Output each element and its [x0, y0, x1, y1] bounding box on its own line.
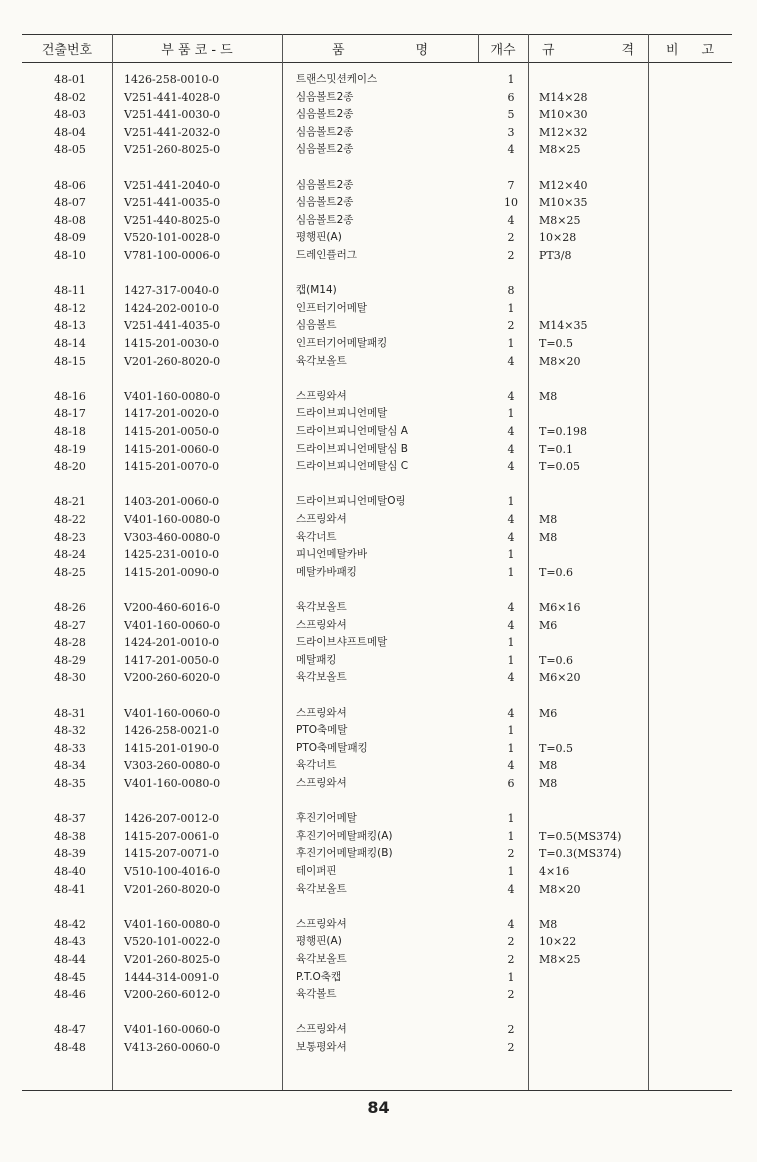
part-code-cell: V251-441-4035-0 [124, 319, 221, 333]
part-name-cell: 육각볼트 [296, 988, 337, 1001]
part-code-cell: V401-160-0060-0 [124, 1023, 221, 1037]
part-number-cell: 48-35 [54, 777, 86, 790]
part-number-cell: 48-37 [54, 812, 86, 826]
quantity-cell: 1 [507, 73, 515, 86]
table-row [0, 229, 757, 247]
part-name-cell: 캡(M14) [296, 284, 337, 297]
part-number-cell: 48-19 [54, 442, 86, 456]
quantity-cell: 1 [507, 970, 515, 984]
table-row [0, 247, 757, 265]
table-top-rule [22, 34, 732, 35]
header-spec-1: 규 [542, 42, 555, 58]
spec-cell: M6×20 [539, 671, 581, 685]
part-name-cell: 심음볼트2종 [296, 143, 354, 156]
part-code-cell: V401-160-0080-0 [124, 917, 221, 931]
table-row [0, 458, 757, 476]
table-row [0, 441, 757, 459]
part-number-cell: 48-46 [54, 988, 86, 1002]
page-number: 84 [367, 1098, 390, 1117]
table-row [0, 423, 757, 441]
spec-cell: M8×20 [539, 882, 581, 896]
table-row [0, 300, 757, 318]
part-number-cell: 48-44 [54, 953, 86, 966]
part-code-cell: 1415-201-0070-0 [124, 460, 220, 474]
part-code-cell: 1415-201-0050-0 [124, 425, 220, 438]
table-row [0, 511, 757, 529]
spec-cell: M8 [539, 759, 558, 773]
quantity-cell: 4 [507, 706, 515, 720]
table-row [0, 810, 757, 828]
table-row [0, 617, 757, 635]
part-name-cell: 스프링와셔 [296, 1023, 347, 1036]
spec-cell: 4×16 [539, 865, 570, 878]
quantity-cell: 4 [507, 917, 515, 931]
table-row [0, 1039, 757, 1057]
spec-cell: M8 [539, 917, 558, 931]
table-row [0, 634, 757, 652]
quantity-cell: 4 [507, 882, 515, 896]
part-code-cell: 1415-207-0061-0 [124, 829, 220, 843]
part-name-cell: 스프링와셔 [296, 618, 347, 631]
header-part-name [282, 37, 478, 59]
part-name-cell: PTO축메탈 [296, 724, 348, 737]
spec-cell: T=0.1 [539, 442, 574, 456]
header-quantity: 개수 [490, 42, 516, 58]
part-number-cell: 48-41 [54, 882, 86, 896]
quantity-cell: 1 [507, 337, 515, 350]
spec-cell: M8 [539, 389, 558, 403]
quantity-cell: 4 [507, 389, 515, 403]
header-spec [528, 37, 648, 59]
table-row [0, 828, 757, 846]
header-note-1: 비 [666, 42, 679, 58]
spec-cell: 10×28 [539, 231, 577, 245]
quantity-cell: 1 [507, 301, 515, 315]
part-number-cell: 48-12 [54, 301, 86, 315]
table-row [0, 317, 757, 335]
part-code-cell: V401-160-0080-0 [124, 513, 221, 526]
part-number-cell: 48-30 [54, 671, 86, 685]
part-number-cell: 48-07 [54, 196, 86, 210]
table-row [0, 969, 757, 987]
quantity-cell: 4 [507, 601, 515, 614]
spec-cell: M8 [539, 513, 558, 526]
table-row [0, 529, 757, 547]
part-name-cell: 드라이브피니언메탈심 B [296, 442, 408, 455]
part-name-cell: 후진기어메탈패킹(B) [296, 847, 393, 860]
part-number-cell: 48-31 [54, 706, 86, 720]
part-number-cell: 48-32 [54, 724, 86, 738]
part-name-cell: 육각보올트 [296, 601, 347, 613]
quantity-cell: 1 [507, 741, 515, 755]
part-name-cell: 인프터기어메탈 [296, 301, 368, 314]
table-row [0, 564, 757, 582]
part-name-cell: 드라이브피니언메탈O링 [296, 495, 406, 508]
header-part-name-2: 명 [415, 42, 428, 58]
quantity-cell: 5 [507, 108, 515, 122]
spec-cell: M14×28 [539, 90, 588, 104]
table-row [0, 493, 757, 511]
part-name-cell: 육각보올트 [296, 671, 347, 684]
spec-cell: 10×22 [539, 935, 577, 949]
part-code-cell: 1417-201-0020-0 [124, 407, 220, 421]
part-code-cell: V401-160-0060-0 [124, 618, 221, 632]
part-code-cell: V401-160-0060-0 [124, 706, 221, 720]
quantity-cell: 2 [507, 1023, 515, 1037]
quantity-cell: 2 [507, 847, 515, 861]
part-code-cell: V251-441-0035-0 [124, 196, 221, 210]
table-row [0, 141, 757, 159]
part-name-cell: 심음볼트2종 [296, 108, 354, 121]
part-name-cell: 스프링와셔 [296, 777, 347, 789]
spec-cell: T=0.6 [539, 565, 574, 579]
part-number-cell: 48-06 [54, 178, 86, 192]
part-number-cell: 48-15 [54, 354, 86, 368]
table-row [0, 951, 757, 969]
part-code-cell: V251-441-2032-0 [124, 125, 221, 139]
part-name-cell: 육각보올트 [296, 882, 347, 895]
quantity-cell: 1 [507, 565, 515, 579]
part-name-cell: 스프링와셔 [296, 917, 347, 930]
part-code-cell: V520-101-0022-0 [124, 935, 221, 949]
quantity-cell: 4 [507, 618, 515, 632]
quantity-cell: 1 [507, 653, 515, 667]
part-number-cell: 48-24 [54, 548, 86, 562]
part-number-cell: 48-16 [54, 389, 86, 403]
part-number-cell: 48-21 [54, 495, 86, 509]
header-part-code: 부 품 코 - 드 [161, 42, 233, 58]
quantity-cell: 2 [507, 249, 515, 262]
spec-cell: M8×20 [539, 354, 581, 368]
table-row [0, 282, 757, 300]
header-part-number: 건출번호 [41, 42, 93, 58]
part-code-cell: 1415-201-0060-0 [124, 442, 220, 456]
part-name-cell: 스프링와셔 [296, 389, 347, 402]
table-row [0, 599, 757, 617]
quantity-cell: 7 [507, 178, 515, 192]
table-row [0, 881, 757, 899]
spec-cell: M10×30 [539, 108, 588, 122]
part-code-cell: 1444-314-0091-0 [124, 970, 220, 984]
quantity-cell: 4 [507, 513, 515, 526]
quantity-cell: 2 [507, 953, 515, 966]
part-name-cell: 메탈카바패킹 [296, 565, 357, 578]
part-code-cell: 1427-317-0040-0 [124, 284, 220, 298]
table-row [0, 916, 757, 934]
part-code-cell: V201-260-8025-0 [124, 953, 221, 966]
quantity-cell: 1 [507, 548, 515, 562]
part-code-cell: 1415-201-0090-0 [124, 565, 220, 579]
part-number-cell: 48-18 [54, 425, 86, 438]
table-row [0, 194, 757, 212]
quantity-cell: 4 [507, 460, 515, 474]
part-number-cell: 48-25 [54, 565, 86, 579]
table-row [0, 652, 757, 670]
part-name-cell: 평행핀(A) [296, 935, 342, 948]
part-name-cell: 피니언메탈카바 [296, 548, 368, 561]
part-number-cell: 48-29 [54, 653, 86, 667]
part-code-cell: V251-441-0030-0 [124, 108, 221, 122]
part-number-cell: 48-33 [54, 741, 86, 755]
spec-cell: M6×16 [539, 601, 581, 614]
part-number-cell: 48-38 [54, 829, 86, 843]
part-number-cell: 48-05 [54, 143, 86, 157]
part-name-cell: 메탈패킹 [296, 653, 337, 666]
part-code-cell: 1415-201-0190-0 [124, 741, 220, 755]
quantity-cell: 4 [507, 671, 515, 685]
table-bottom-rule [22, 1090, 732, 1091]
part-code-cell: 1426-207-0012-0 [124, 812, 220, 826]
part-number-cell: 48-01 [54, 73, 86, 86]
table-row [0, 1021, 757, 1039]
table-row [0, 177, 757, 195]
quantity-cell: 6 [507, 90, 515, 104]
table-row [0, 740, 757, 758]
part-code-cell: 1426-258-0010-0 [124, 73, 220, 86]
part-code-cell: 1424-201-0010-0 [124, 636, 220, 650]
table-row [0, 405, 757, 423]
part-number-cell: 48-45 [54, 970, 86, 984]
table-row [0, 335, 757, 353]
quantity-cell: 4 [507, 143, 515, 157]
table-row [0, 705, 757, 723]
part-number-cell: 48-11 [54, 284, 86, 298]
table-row [0, 106, 757, 124]
table-row [0, 353, 757, 371]
quantity-cell: 2 [507, 231, 515, 245]
part-number-cell: 48-27 [54, 618, 86, 632]
header-bottom-rule [22, 62, 732, 63]
spec-cell: PT3/8 [539, 249, 572, 262]
part-name-cell: PTO축메탈패킹 [296, 741, 368, 754]
table-row [0, 89, 757, 107]
part-name-cell: 후진기어메탈패킹(A) [296, 829, 393, 842]
spec-cell: M12×32 [539, 125, 588, 139]
part-code-cell: V781-100-0006-0 [124, 249, 221, 262]
part-number-cell: 48-23 [54, 530, 86, 544]
spec-cell: M6 [539, 706, 558, 720]
part-code-cell: V251-441-2040-0 [124, 178, 221, 192]
quantity-cell: 2 [507, 1041, 515, 1054]
part-number-cell: 48-02 [54, 90, 86, 104]
part-number-cell: 48-10 [54, 249, 86, 262]
part-name-cell: 심음볼트2종 [296, 90, 354, 103]
part-number-cell: 48-43 [54, 935, 86, 949]
table-row [0, 933, 757, 951]
part-number-cell: 48-09 [54, 231, 86, 245]
part-code-cell: V200-260-6012-0 [124, 988, 221, 1002]
quantity-cell: 4 [507, 442, 515, 456]
part-code-cell: V251-441-4028-0 [124, 90, 221, 104]
table-row [0, 546, 757, 564]
part-code-cell: V303-460-0080-0 [124, 530, 221, 544]
part-code-cell: 1424-202-0010-0 [124, 301, 220, 315]
part-name-cell: 심음볼트 [296, 319, 337, 332]
part-code-cell: V200-460-6016-0 [124, 601, 221, 614]
quantity-cell: 4 [507, 759, 515, 773]
part-name-cell: 드라이브피니언메탈심 A [296, 425, 408, 437]
table-row [0, 863, 757, 881]
quantity-cell: 4 [507, 425, 515, 438]
spec-cell: T=0.5(MS374) [539, 829, 622, 843]
part-name-cell: 스프링와셔 [296, 513, 347, 525]
part-name-cell: 심음볼트2종 [296, 213, 354, 226]
part-code-cell: V401-160-0080-0 [124, 777, 221, 790]
header-spec-2: 격 [621, 42, 634, 58]
part-name-cell: 드라이브피니언메탈 [296, 407, 388, 420]
part-name-cell: 드라이브샤프트메탈 [296, 636, 388, 649]
part-code-cell: 1425-231-0010-0 [124, 548, 220, 562]
spec-cell: M12×40 [539, 178, 588, 192]
quantity-cell: 4 [507, 354, 515, 368]
part-code-cell: V401-160-0080-0 [124, 389, 221, 403]
spec-cell: M8 [539, 777, 558, 790]
part-name-cell: 후진기어메탈 [296, 812, 357, 825]
part-code-cell: V201-260-8020-0 [124, 354, 221, 368]
header-note [648, 37, 732, 59]
part-code-cell: V520-101-0028-0 [124, 231, 221, 245]
part-code-cell: V413-260-0060-0 [124, 1041, 221, 1054]
spec-cell: M8 [539, 530, 558, 544]
spec-cell: T=0.5 [539, 741, 574, 755]
part-name-cell: 심음볼트2종 [296, 125, 354, 138]
part-code-cell: 1415-207-0071-0 [124, 847, 220, 861]
part-name-cell: 심음볼트2종 [296, 178, 354, 191]
quantity-cell: 2 [507, 935, 515, 949]
table-row [0, 669, 757, 687]
part-number-cell: 48-47 [54, 1023, 86, 1037]
table-row [0, 775, 757, 793]
spec-cell: M8×25 [539, 143, 581, 157]
part-name-cell: 보통평와셔 [296, 1041, 347, 1053]
part-number-cell: 48-14 [54, 337, 86, 350]
part-name-cell: 심음볼트2종 [296, 196, 354, 209]
quantity-cell: 1 [507, 812, 515, 826]
part-name-cell: 트랜스밋션케이스 [296, 73, 378, 85]
part-number-cell: 48-13 [54, 319, 86, 333]
spec-cell: M14×35 [539, 319, 588, 333]
spec-cell: T=0.198 [539, 425, 588, 438]
quantity-cell: 8 [507, 284, 515, 298]
part-code-cell: V251-440-8025-0 [124, 213, 221, 227]
part-name-cell: 인프터기어메탈패킹 [296, 337, 388, 349]
part-code-cell: V303-260-0080-0 [124, 759, 221, 773]
table-row [0, 71, 757, 89]
quantity-cell: 1 [507, 407, 515, 421]
spec-cell: M8×25 [539, 213, 581, 227]
part-code-cell: 1426-258-0021-0 [124, 724, 220, 738]
part-name-cell: 테이퍼핀 [296, 865, 337, 877]
part-number-cell: 48-04 [54, 125, 86, 139]
part-number-cell: 48-20 [54, 460, 86, 474]
part-code-cell: 1417-201-0050-0 [124, 653, 220, 667]
part-code-cell: V201-260-8020-0 [124, 882, 221, 896]
part-number-cell: 48-40 [54, 865, 86, 878]
table-row [0, 986, 757, 1004]
header-part-name-1: 품 [332, 42, 345, 58]
spec-cell: M6 [539, 618, 558, 632]
part-number-cell: 48-42 [54, 917, 86, 931]
part-code-cell: V251-260-8025-0 [124, 143, 221, 157]
spec-cell: T=0.6 [539, 653, 574, 667]
part-name-cell: 육각너트 [296, 759, 337, 772]
part-number-cell: 48-17 [54, 407, 86, 421]
quantity-cell: 1 [507, 865, 515, 878]
quantity-cell: 1 [507, 495, 515, 509]
part-number-cell: 48-03 [54, 108, 86, 122]
part-code-cell: 1403-201-0060-0 [124, 495, 220, 509]
table-row [0, 124, 757, 142]
spec-cell: M10×35 [539, 196, 588, 210]
part-number-cell: 48-28 [54, 636, 86, 650]
part-name-cell: 육각너트 [296, 530, 337, 543]
spec-cell: T=0.5 [539, 337, 574, 350]
quantity-cell: 2 [507, 988, 515, 1002]
part-number-cell: 48-08 [54, 213, 86, 227]
quantity-cell: 6 [507, 777, 515, 790]
part-number-cell: 48-48 [54, 1041, 86, 1054]
part-code-cell: V200-260-6020-0 [124, 671, 221, 685]
quantity-cell: 1 [507, 724, 515, 738]
part-name-cell: 육각보올트 [296, 953, 347, 965]
quantity-cell: 2 [507, 319, 515, 333]
part-name-cell: P.T.O축캡 [296, 970, 342, 983]
quantity-cell: 4 [507, 213, 515, 227]
part-name-cell: 육각보올트 [296, 354, 347, 367]
quantity-cell: 4 [507, 530, 515, 544]
header-note-2: 고 [701, 42, 714, 58]
part-number-cell: 48-39 [54, 847, 86, 861]
part-code-cell: 1415-201-0030-0 [124, 337, 220, 350]
quantity-cell: 3 [507, 125, 515, 139]
part-number-cell: 48-22 [54, 513, 86, 526]
spec-cell: T=0.3(MS374) [539, 847, 622, 861]
part-number-cell: 48-26 [54, 601, 86, 614]
part-name-cell: 평행핀(A) [296, 231, 342, 244]
part-code-cell: V510-100-4016-0 [124, 865, 221, 878]
table-row [0, 757, 757, 775]
part-name-cell: 드라이브피니언메탈심 C [296, 460, 409, 473]
table-row [0, 388, 757, 406]
quantity-cell: 10 [504, 196, 518, 210]
table-row [0, 845, 757, 863]
part-number-cell: 48-34 [54, 759, 86, 773]
spec-cell: M8×25 [539, 953, 581, 966]
quantity-cell: 1 [507, 636, 515, 650]
table-row [0, 212, 757, 230]
table-row [0, 722, 757, 740]
spec-cell: T=0.05 [539, 460, 581, 474]
part-name-cell: 드레인플러그 [296, 249, 357, 261]
part-name-cell: 스프링와셔 [296, 706, 347, 719]
quantity-cell: 1 [507, 829, 515, 843]
